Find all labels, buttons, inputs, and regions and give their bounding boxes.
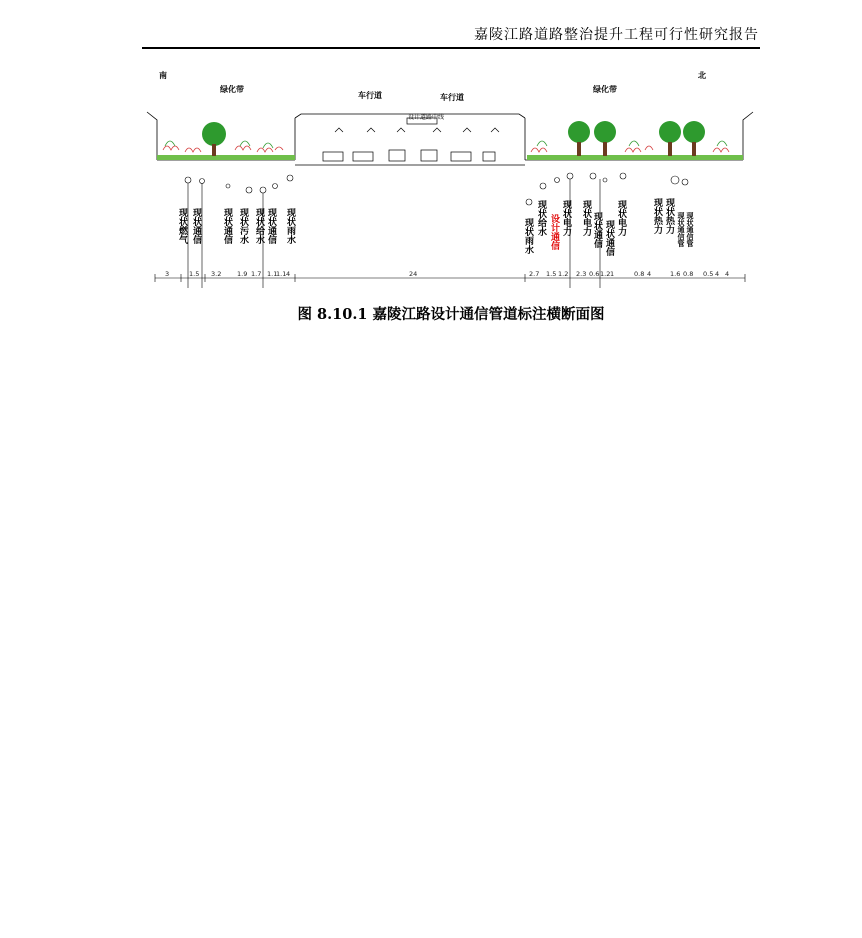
zone-label-green-belt-south: 绿化带 xyxy=(220,85,244,94)
dimension-value: 0.8 xyxy=(634,270,645,278)
pipe-label: 现状污水 xyxy=(238,208,248,244)
direction-label-south: 南 xyxy=(159,71,167,80)
dimension-value: 4 xyxy=(725,270,730,278)
figure-caption: 图 8.10.1 嘉陵江路设计通信管道标注横断面图 xyxy=(297,306,605,323)
dimension-value: 1.7 xyxy=(251,270,262,278)
pipe-label: 现状通信管 xyxy=(677,212,685,247)
header-divider xyxy=(142,47,760,49)
pipe-label: 现状通信 xyxy=(604,220,614,256)
page-header-title: 嘉陵江路道路整治提升工程可行性研究报告 xyxy=(474,27,759,43)
center-line-label: 设计道路中线 xyxy=(408,114,445,121)
pipe-label: 现状给水 xyxy=(536,200,546,236)
dimension-value: 0.8 xyxy=(683,270,694,278)
pipe-label: 现状通信 xyxy=(222,208,232,244)
dimension-value: 1.2 xyxy=(600,270,611,278)
dimension-value: 1.2 xyxy=(558,270,569,278)
dimension-value: 1.1 xyxy=(267,270,278,278)
dimension-value: 1.5 xyxy=(546,270,557,278)
design-pipe-label: 设计通信 xyxy=(549,214,559,250)
dimension-value: 1.5 xyxy=(189,270,200,278)
dimension-value: 4 xyxy=(647,270,652,278)
pipe-label: 现状燃气 xyxy=(177,208,187,244)
zone-label-carriageway-2: 车行道 xyxy=(440,93,464,102)
pipe-label: 现状通信 xyxy=(266,208,276,244)
pipe-label: 现状电力 xyxy=(561,200,571,236)
pipe-label: 现状雨水 xyxy=(523,218,533,254)
cross-section-figure xyxy=(145,62,755,297)
dimension-value: 0.5 xyxy=(703,270,714,278)
pipe-label: 现状热力 xyxy=(652,198,662,234)
dimension-value: 1.6 xyxy=(670,270,681,278)
dimension-value: 2.7 xyxy=(529,270,540,278)
dimension-value: 1.9 xyxy=(237,270,248,278)
pipe-label: 现状电力 xyxy=(581,200,591,236)
dimension-value: 24 xyxy=(409,270,418,278)
pipe-label: 现状通信管 xyxy=(686,212,694,247)
dimension-value: 4 xyxy=(715,270,720,278)
direction-label-north: 北 xyxy=(698,71,706,80)
pipe-label: 现状雨水 xyxy=(285,208,295,244)
pipe-label: 现状给水 xyxy=(254,208,264,244)
dimension-value: 2.3 xyxy=(576,270,587,278)
dimension-value: 1.1 xyxy=(276,270,287,278)
pipe-label: 现状热力 xyxy=(664,198,674,234)
dimension-value: 4 xyxy=(286,270,291,278)
zone-label-carriageway-1: 车行道 xyxy=(358,91,382,100)
pipe-label: 现状通信 xyxy=(191,208,201,244)
pipe-label: 现状电力 xyxy=(616,200,626,236)
dimension-value: 3.2 xyxy=(211,270,222,278)
dimension-value: 1 xyxy=(610,270,615,278)
dimension-value: 0.6 xyxy=(589,270,600,278)
dimension-value: 3 xyxy=(165,270,170,278)
pipe-label: 现状通信 xyxy=(592,212,602,248)
zone-label-green-belt-north: 绿化带 xyxy=(593,85,617,94)
